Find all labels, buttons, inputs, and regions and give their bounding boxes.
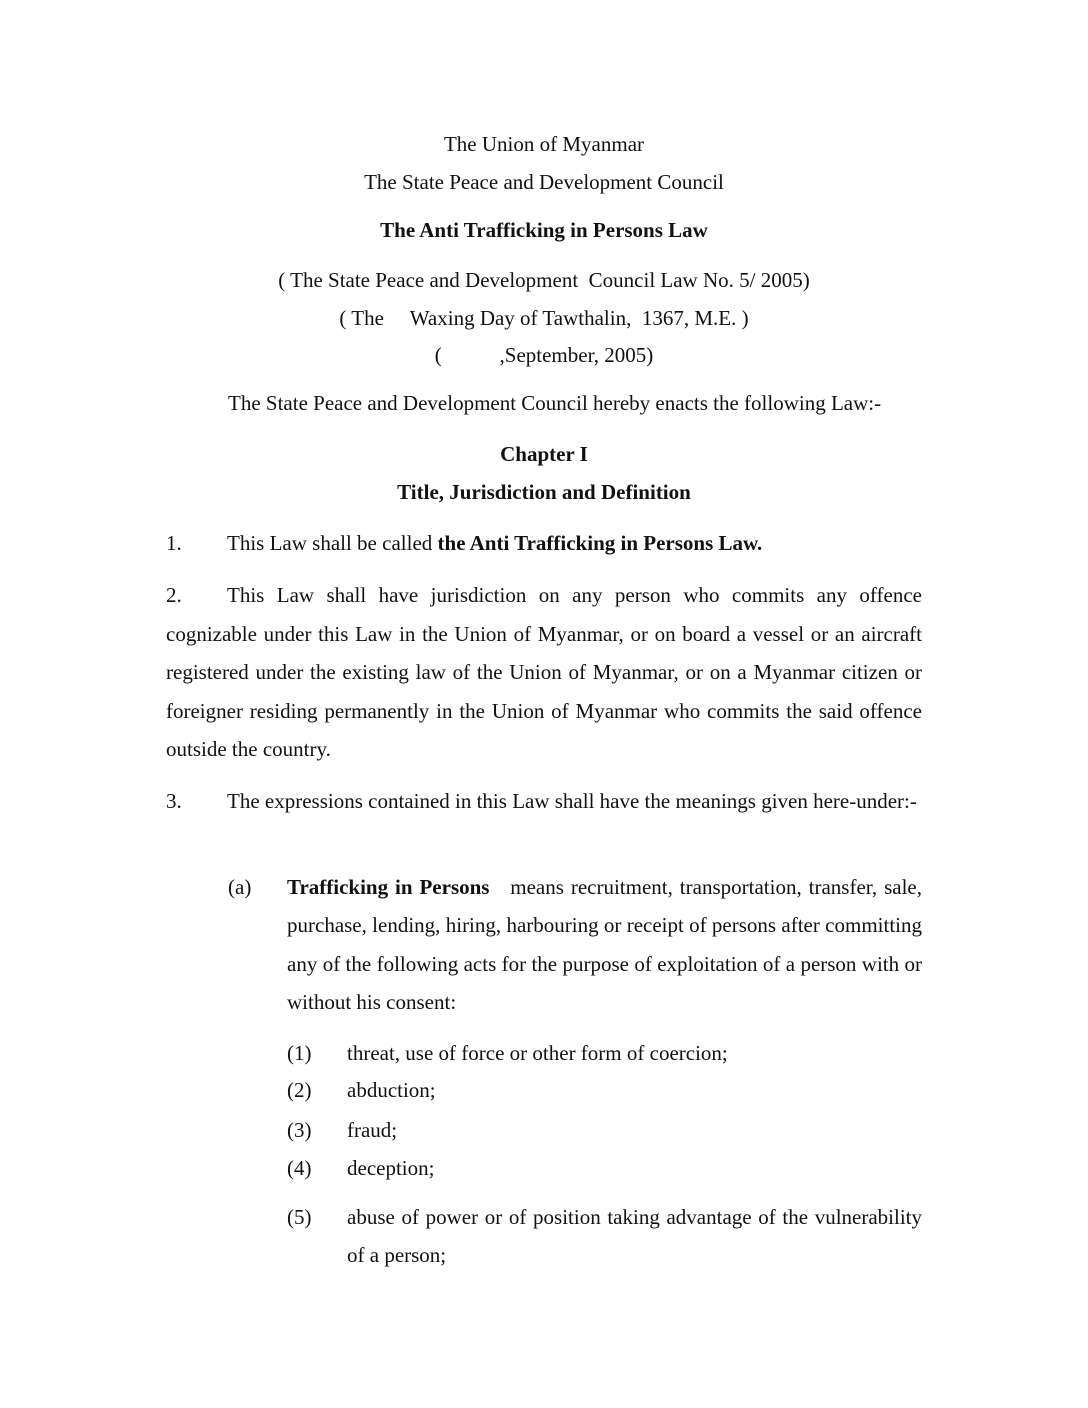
chapter-heading: Chapter I	[500, 442, 588, 466]
item-text: fraud;	[347, 1118, 398, 1142]
item-label: (4)	[287, 1156, 312, 1180]
section-number: 3.	[166, 789, 182, 813]
chapter-subheading: Title, Jurisdiction and Definition	[397, 480, 691, 504]
section-text: The expressions contained in this Law shall have the meanings given here-under:-	[227, 789, 917, 813]
section-text: This Law shall be called	[227, 531, 438, 555]
section-3	[166, 782, 922, 821]
enactment-clause: The State Peace and Development Council hereby enacts the following Law:-	[228, 391, 882, 415]
item-text: deception;	[347, 1156, 435, 1180]
section-1	[166, 529, 762, 557]
date-gregorian: ( ,September, 2005)	[434, 343, 654, 367]
item-text: abuse of power or of position taking advantage of the vulnerability of a person;	[347, 1205, 922, 1268]
section-number: 1.	[166, 531, 182, 555]
item-text: abduction;	[347, 1078, 436, 1102]
item-label: (5)	[287, 1205, 312, 1229]
section-number: 2.	[166, 583, 182, 607]
item-label: (1)	[287, 1041, 312, 1065]
item-label: (2)	[287, 1078, 312, 1102]
item-text: threat, use of force or other form of coercion;	[347, 1041, 728, 1065]
law-title: The Anti Trafficking in Persons Law	[380, 218, 708, 242]
date-myanmar-era: ( The Waxing Day of Tawthalin, 1367, M.E. )	[339, 306, 749, 330]
item-label: (3)	[287, 1118, 312, 1142]
definition-a	[287, 868, 922, 1021]
header-council: The State Peace and Development Council	[364, 170, 724, 194]
section-2	[166, 576, 922, 769]
header-country: The Union of Myanmar	[443, 132, 645, 156]
definition-label: (a)	[228, 875, 252, 899]
definition-text: means recruitment, transportation, transfer, sale, purchase, lending, hiring, harbouring or receipt of persons after committing any of the following acts for the purpose of exploitation of a person with or without his consent:	[287, 875, 922, 1014]
law-short-title: the Anti Trafficking in Persons Law.	[437, 531, 763, 555]
section-text: This Law shall have jurisdiction on any person who commits any offence cognizable under this Law in the Union of Myanmar, or on board a vessel or an aircraft registered under the existing law of the Union of Myanmar, or on a Myanmar citizen or foreigner residing permanently in the Union of Myanmar who commits the said offence outside the country.	[166, 583, 922, 761]
definition-term: Trafficking in Persons	[287, 875, 490, 899]
law-number: ( The State Peace and Development Council Law No. 5/ 2005)	[278, 268, 810, 292]
